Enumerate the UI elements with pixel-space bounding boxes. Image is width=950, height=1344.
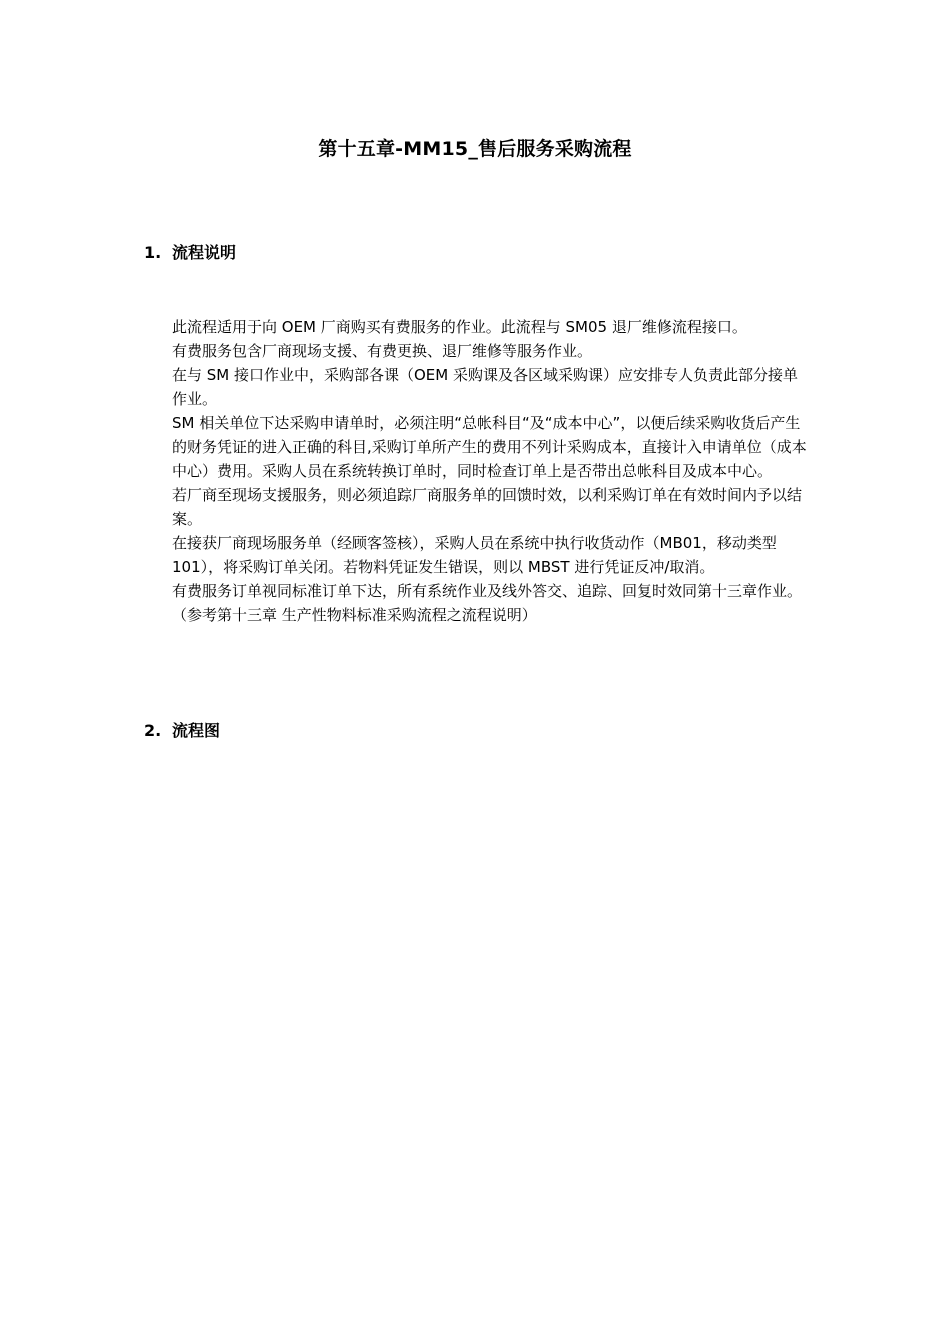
paragraph: 有费服务包含厂商现场支援、有费更换、退厂维修等服务作业。: [172, 342, 593, 360]
section-number: 1.: [144, 243, 162, 262]
document-title: 第十五章-MM15_售后服务采购流程: [318, 138, 632, 160]
process-description-body: [172, 315, 812, 627]
section-number: 2.: [144, 721, 162, 740]
section-heading-process-description: [144, 240, 236, 263]
paragraph: 有费服务订单视同标准订单下达，所有系统作业及线外答交、追踪、回复时效同第十三章作业。: [172, 582, 803, 600]
paragraph: 在与 SM 接口作业中，采购部各课（OEM 采购课及各区域采购课）应安排专人负责此部分接单作业。: [172, 366, 798, 408]
section-title: 流程说明: [172, 243, 237, 262]
paragraph: 在接获厂商现场服务单（经顾客签核），采购人员在系统中执行收货动作（MB01，移动类型 101），将采购订单关闭。若物料凭证发生错误，则以 MBST 进行凭证反冲/取消。: [172, 534, 777, 576]
reference-note: （参考第十三章 生产性物料标准采购流程之流程说明）: [172, 606, 537, 624]
paragraph: 若厂商至现场支援服务，则必须追踪厂商服务单的回馈时效，以利采购订单在有效时间内予以结案。: [172, 486, 803, 528]
paragraph: SM 相关单位下达采购申请单时，必须注明“总帐科目“及“成本中心”，以便后续采购收货后产生的财务凭证的进入正确的科目,采购订单所产生的费用不列计采购成本，直接计入申请单位（成本中心）费用。采购人员在系统转换订单时，同时检查订单上是否带出总帐科目及成本中心。: [172, 414, 807, 480]
paragraph: 此流程适用于向 OEM 厂商购买有费服务的作业。此流程与 SM05 退厂维修流程接口。: [172, 318, 747, 336]
section-title: 流程图: [172, 721, 221, 740]
section-heading-flowchart: [144, 718, 220, 741]
